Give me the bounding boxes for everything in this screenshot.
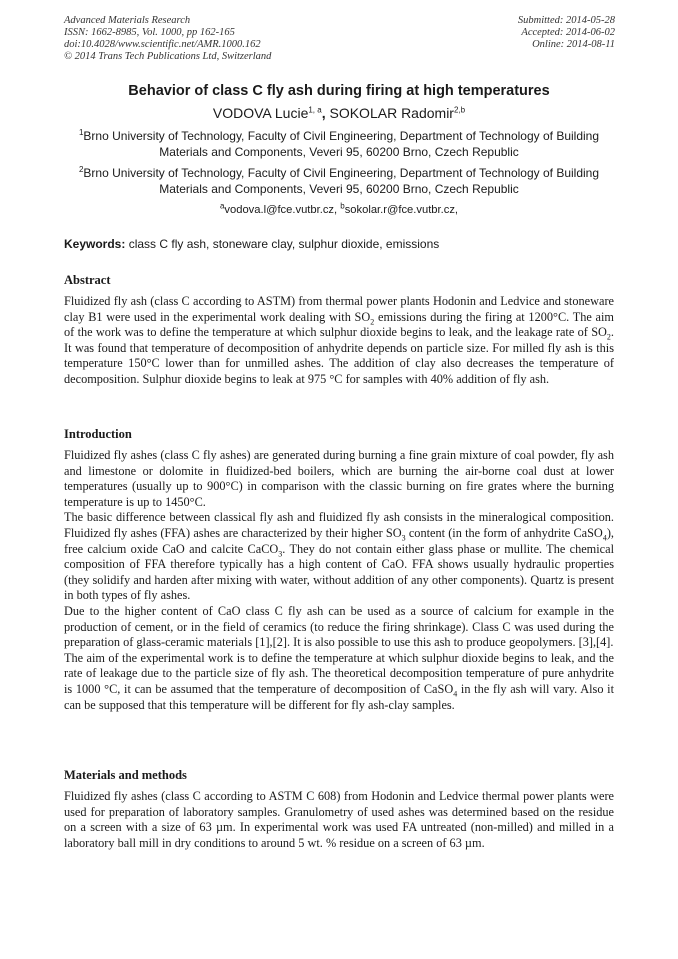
abstract-heading: Abstract xyxy=(64,273,111,287)
intro-p4-text-b: in the fly ash will vary. Also it can be supposed that this temperature will be different for fly ash-clay samples. xyxy=(64,681,614,712)
affiliation-1-sup: 1 xyxy=(78,128,84,137)
journal-copyright: © 2014 Trans Tech Publications Ltd, Switzerland xyxy=(64,51,272,62)
email-a: vodova.l@fce.vutbr.cz, xyxy=(224,204,338,216)
journal-name: Advanced Materials Research xyxy=(64,15,191,26)
intro-p4-text-a: The aim of the experimental work is to define the temperature at which sulphur dioxide begins to leak, and the rate of leakage due to the particle size of fly ash. The theoretical decomposition temperature of pure anhydrite is 1000 °C, it can be assumed that the temperature of decomposition of CaSO xyxy=(64,650,614,696)
intro-p4-sub-a: 4 xyxy=(453,689,458,699)
affiliation-2-text: Brno University of Technology, Faculty of Civil Engineering, Department of Technology of Building Materials and Components, Veveri 95, 60200 Brno, Czech Republic xyxy=(83,166,600,196)
email-b: sokolar.r@fce.vutbr.cz, xyxy=(344,204,459,216)
intro-paragraph-2 xyxy=(64,510,614,604)
abstract-sub-1: 2 xyxy=(370,317,375,327)
intro-p2-sub-c: 3 xyxy=(278,549,283,559)
intro-paragraph-1: Fluidized fly ashes (class C fly ashes) are generated during burning a fine grain mixture of coal powder, fly ash and limestone or dolomite in fluidized-bed boilers, which are burning the air-borne coal dust at lower temperatures (usually up to 900°C) in comparison with the classic burning on fire grates where the burning temperature is up to 1450°C. xyxy=(64,448,614,509)
intro-p2-text-a: The basic difference between classical fly ash and fluidized fly ash consists in the mineralogical composition. Fluidized fly ashes (FFA) ashes are characterized by their higher SO xyxy=(64,510,614,540)
intro-p2-sub-b: 4 xyxy=(602,533,607,543)
author-separator: , xyxy=(321,105,326,121)
affiliation-2-sup: 2 xyxy=(78,165,84,174)
affiliation-1-text: Brno University of Technology, Faculty of Civil Engineering, Department of Technology of Building Materials and Components, Veveri 95, 60200 Brno, Czech Republic xyxy=(83,129,600,159)
materials-body xyxy=(64,789,614,851)
affiliation-2 xyxy=(64,166,614,197)
affiliation-1 xyxy=(64,129,614,160)
paper-title: Behavior of class C fly ash during firing at high temperatures xyxy=(128,83,550,99)
intro-p2-text-c: ), free calcium oxide CaO and calcite CaCO xyxy=(64,525,614,556)
intro-paragraph-4 xyxy=(64,651,614,713)
intro-p2-sub-a: 3 xyxy=(401,533,406,543)
submission-dates xyxy=(518,15,615,51)
abstract-text-2: emissions during the firing at 1200°C. The aim of the work was to define the temperature at which sulphur dioxide begins to leak, and the leakage rate of SO xyxy=(64,309,614,340)
materials-paragraph-1: Fluidized fly ashes (class C according to ASTM C 608) from Hodonin and Ledvice thermal power plants were used for preparation of laboratory samples. Granulometry of used ashes was determined based on the residue on a screen with a size of 63 µm. In experimental work was used FA untreated (non-milled) and milled in a laboratory ball mill in dry conditions to around 5 wt. % residue on a screen of 63 µm. xyxy=(64,789,614,850)
abstract-sub-2: 2 xyxy=(606,332,611,342)
abstract-text-3: . It was found that temperature of decomposition of anhydrite depends on particle size. For milled fly ash is this temperature 150°C lower than for unmilled ashes. The addition of clay also decreases the temperature of decomposition. Sulphur dioxide begins to leak at 975 °C for samples with 40% addition of fly ash. xyxy=(64,325,614,386)
abstract-paragraph xyxy=(64,294,614,388)
email-a-sup: a xyxy=(219,201,225,211)
keywords-label: Keywords: xyxy=(64,237,126,251)
author-2-name: SOKOLAR Radomir xyxy=(329,105,454,121)
submitted-date: Submitted: 2014-05-28 xyxy=(517,15,615,26)
intro-paragraph-3: Due to the higher content of CaO class C fly ash can be used as a source of calcium for example in the production of cement, or in the field of ceramics (to reduce the firing shrinkage). Class C was used during the preparation of glass-ceramic materials [1],[2]. It is also possible to use this ash to produce geopolymers. [3],[4]. xyxy=(64,603,614,650)
abstract-text-1: Fluidized fly ash (class C according to ASTM) from thermal power plants Hodonin and Ledvice and stoneware clay B1 were used in the experimental work dealing with SO xyxy=(64,294,614,324)
journal-issn: ISSN: 1662-8985, Vol. 1000, pp 162-165 xyxy=(64,27,235,38)
keywords-text: class C fly ash, stoneware clay, sulphur dioxide, emissions xyxy=(128,237,440,251)
accepted-date: Accepted: 2014-06-02 xyxy=(521,27,615,38)
journal-info xyxy=(64,15,271,63)
email-b-sup: b xyxy=(340,201,345,211)
journal-doi: doi:10.4028/www.scientific.net/AMR.1000.162 xyxy=(64,39,261,50)
author-1-name: VODOVA Lucie xyxy=(212,105,309,121)
materials-heading: Materials and methods xyxy=(64,768,187,782)
intro-p2-text-d: . They do not contain either glass phase or mullite. The chemical composition of FFA therefore typically has a high content of CaO. FFA shows usually hydraulic properties (they solidify and harden after mixing with water, without addition of any other components). Quartz is present in both types of fly ashes. xyxy=(64,541,614,603)
keywords xyxy=(64,237,614,252)
introduction-body xyxy=(64,448,614,713)
author-emails xyxy=(64,203,614,218)
author-2-sup: 2,b xyxy=(453,105,466,115)
author-1-sup: 1, a xyxy=(308,105,322,115)
online-date: Online: 2014-08-11 xyxy=(532,39,615,50)
introduction-heading: Introduction xyxy=(64,427,132,441)
author-line xyxy=(40,104,638,122)
intro-p2-text-b: content (in the form of anhydrite CaSO xyxy=(405,525,603,540)
